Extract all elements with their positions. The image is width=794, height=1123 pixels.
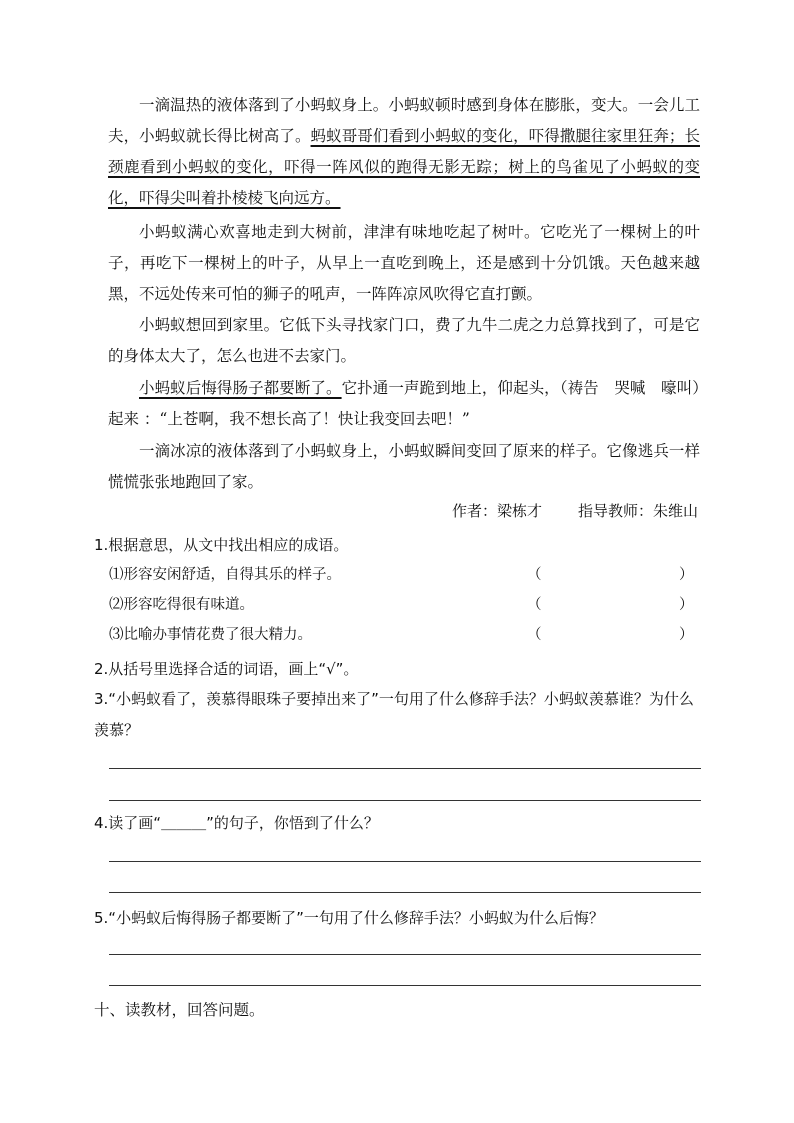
item-text: ⑶比喻办事情花费了很大精力。 [109,627,312,643]
section-title: 十、读教材，回答问题。 [94,1001,265,1019]
answer-paren-open[interactable]: （ [527,597,542,613]
question-1-item-1 [109,564,699,586]
answer-line[interactable] [109,800,701,801]
author-name: 作者：梁栋才 [451,502,542,520]
answer-line[interactable] [109,768,701,769]
passage-paragraph-1 [108,90,700,214]
question-1-item-3 [109,624,699,646]
passage-paragraph-5: 一滴冰凉的液体落到了小蚂蚁身上，小蚂蚁瞬间变回了原来的样子。它像逃兵一样慌慌张张地跑回了家。 [108,442,700,491]
passage-p1-underlined: 蚂蚁哥哥们看到小蚂蚁的变化，吓得撒腿往家里狂奔；长颈鹿看到小蚂蚁的变化，吓得一阵风似的跑得无影无踪；树上的鸟雀见了小蚂蚁的变化，吓得尖叫着扑棱棱飞向远方。 [108,127,700,207]
passage-p4-plain: 它扑通一声跪到地上，仰起头，（祷告 哭喊 嚎叫）起来 ：“上苍啊，我不想长高了！快让我变回去吧！” [108,379,700,428]
question-5: 5.“小蚂蚁后悔得肠子都要断了”一句用了什么修辞手法？小蚂蚁为什么后悔？ [94,909,604,927]
passage-paragraph-3: 小蚂蚁想回到家里。它低下头寻找家门口，费了九牛二虎之力总算找到了，可是它的身体太大了，怎么也进不去家门。 [108,316,700,365]
item-text: ⑵形容吃得很有味道。 [109,597,254,613]
author-line [452,500,698,522]
question-3: 3.“小蚂蚁看了，羡慕得眼珠子要掉出来了”一句用了什么修辞手法？小蚂蚁羡慕谁？为什么羡慕？ [94,690,694,739]
answer-line[interactable] [109,954,701,955]
answer-paren-close: ） [679,567,694,583]
teacher-name: 指导教师：朱维山 [577,502,698,520]
passage-paragraph-2: 小蚂蚁满心欢喜地走到大树前，津津有味地吃起了树叶。它吃光了一棵树上的叶子，再吃下一棵树上的叶子，从早上一直吃到晚上，还是感到十分饥饿。天色越来越黑，不远处传来可怕的狮子的吼声，一阵阵凉风吹得它直打颤。 [108,223,700,303]
answer-paren-open[interactable]: （ [527,627,542,643]
answer-paren-close: ） [679,627,694,643]
passage-paragraph-4 [108,373,700,435]
question-1: 1.根据意思，从文中找出相应的成语。 [94,536,349,554]
answer-line[interactable] [109,985,701,986]
question-2: 2.从括号里选择合适的词语，画上“√”。 [94,660,359,678]
item-text: ⑴形容安闲舒适，自得其乐的样子。 [109,567,341,583]
answer-line[interactable] [109,861,701,862]
passage-p4-underlined: 小蚂蚁后悔得肠子都要断了。 [139,379,342,397]
question-4: 4.读了画“＿＿＿”的句子，你悟到了什么？ [94,814,379,832]
answer-paren-open[interactable]: （ [527,567,542,583]
passage-p1-plain: 一滴温热的液体落到了小蚂蚁身上。小蚂蚁顿时感到身体在膨胀，变大。一会儿工夫，小蚂蚁就长得比树高了。 [108,96,700,145]
answer-line[interactable] [109,892,701,893]
question-1-item-2 [109,594,699,616]
answer-paren-close: ） [679,597,694,613]
